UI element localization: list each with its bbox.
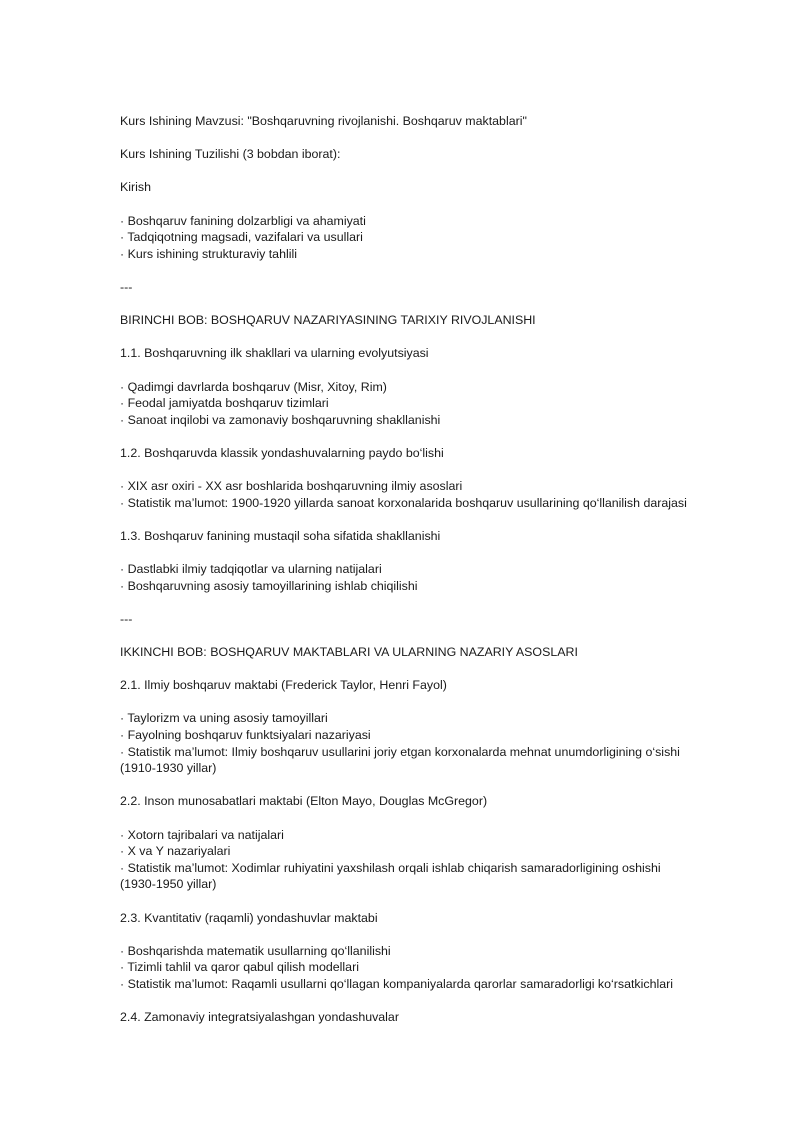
section-1-3-list [120, 561, 690, 594]
section-2-1-title: 2.1. Ilmiy boshqaruv maktabi (Frederick Taylor, Henri Fayol) [120, 678, 447, 693]
list-item: · Xotorn tajribalari va natijalari [120, 827, 284, 842]
list-item: · X va Y nazariyalari [120, 844, 231, 859]
list-item: · Statistik ma’lumot: Ilmiy boshqaruv usullarini joriy etgan korxonalarda mehnat unumdorligining o‘sishi (1910-1930 yillar) [120, 744, 680, 776]
section-1-2-title: 1.2. Boshqaruvda klassik yondashuvalarning paydo bo‘lishi [120, 445, 444, 460]
list-item: · Qadimgi davrlarda boshqaruv (Misr, Xitoy, Rim) [120, 379, 387, 394]
intro-list [120, 213, 690, 263]
list-item: · Statistik ma’lumot: Raqamli usullarni qo‘llagan kompaniyalarda qarorlar samaradorligi ko‘rsatkichlari [120, 976, 673, 991]
list-item: · Boshqaruvning asosiy tamoyillarining ishlab chiqilishi [120, 578, 418, 593]
section-2-4-title: 2.4. Zamonaviy integratsiyalashgan yondashuvalar [120, 1010, 399, 1025]
section-1-3-title: 1.3. Boshqaruv fanining mustaqil soha sifatida shakllanishi [120, 528, 441, 543]
list-item: · Sanoat inqilobi va zamonaviy boshqaruvning shakllanishi [120, 412, 441, 427]
separator: --- [120, 611, 133, 626]
intro-heading: Kirish [120, 180, 151, 195]
list-item: · Dastlabki ilmiy tadqiqotlar va ularning natijalari [120, 562, 382, 577]
section-1-1-list [120, 379, 690, 429]
section-2-3-list [120, 943, 690, 993]
section-2-2-title: 2.2. Inson munosabatlari maktabi (Elton Mayo, Douglas McGregor) [120, 794, 488, 809]
list-item: · Taylorizm va uning asosiy tamoyillari [120, 711, 328, 726]
list-item: · Boshqarishda matematik usullarning qo‘llanilishi [120, 943, 391, 958]
list-item: · Tadqiqotning magsadi, vazifalari va usullari [120, 230, 363, 245]
list-item: · Tizimli tahlil va qaror qabul qilish modellari [120, 960, 359, 975]
course-topic: Kurs Ishining Mavzusi: "Boshqaruvning rivojlanishi. Boshqaruv maktablari" [120, 114, 527, 128]
list-item: · Statistik ma’lumot: 1900-1920 yillarda sanoat korxonalarida boshqaruv usullarining qo‘llanilish darajasi [120, 495, 687, 510]
list-item: · Boshqaruv fanining dolzarbligi va ahamiyati [120, 213, 366, 228]
list-item: · Feodal jamiyatda boshqaruv tizimlari [120, 396, 329, 411]
chapter-1-title: BIRINCHI BOB: BOSHQARUV NAZARIYASINING TARIXIY RIVOJLANISHI [120, 313, 536, 328]
section-1-1-title: 1.1. Boshqaruvning ilk shakllari va ularning evolyutsiyasi [120, 346, 429, 361]
section-2-1-list [120, 710, 690, 776]
section-1-2-list [120, 478, 690, 511]
separator: --- [120, 279, 133, 294]
list-item: · Fayolning boshqaruv funktsiyalari nazariyasi [120, 727, 371, 742]
course-structure: Kurs Ishining Tuzilishi (3 bobdan iborat): [120, 147, 341, 162]
chapter-2-title: IKKINCHI BOB: BOSHQARUV MAKTABLARI VA ULARNING NAZARIY ASOSLARI [120, 645, 578, 659]
document-body [120, 113, 690, 1026]
section-2-3-title: 2.3. Kvantitativ (raqamli) yondashuvlar maktabi [120, 910, 378, 925]
list-item: · XIX asr oxiri - XX asr boshlarida boshqaruvning ilmiy asoslari [120, 479, 463, 494]
list-item: · Kurs ishining strukturaviy tahlili [120, 246, 297, 261]
section-2-2-list [120, 827, 690, 893]
list-item: · Statistik ma’lumot: Xodimlar ruhiyatini yaxshilash orqali ishlab chiqarish samaradorligining oshishi (1930-1950 yillar) [120, 860, 661, 892]
